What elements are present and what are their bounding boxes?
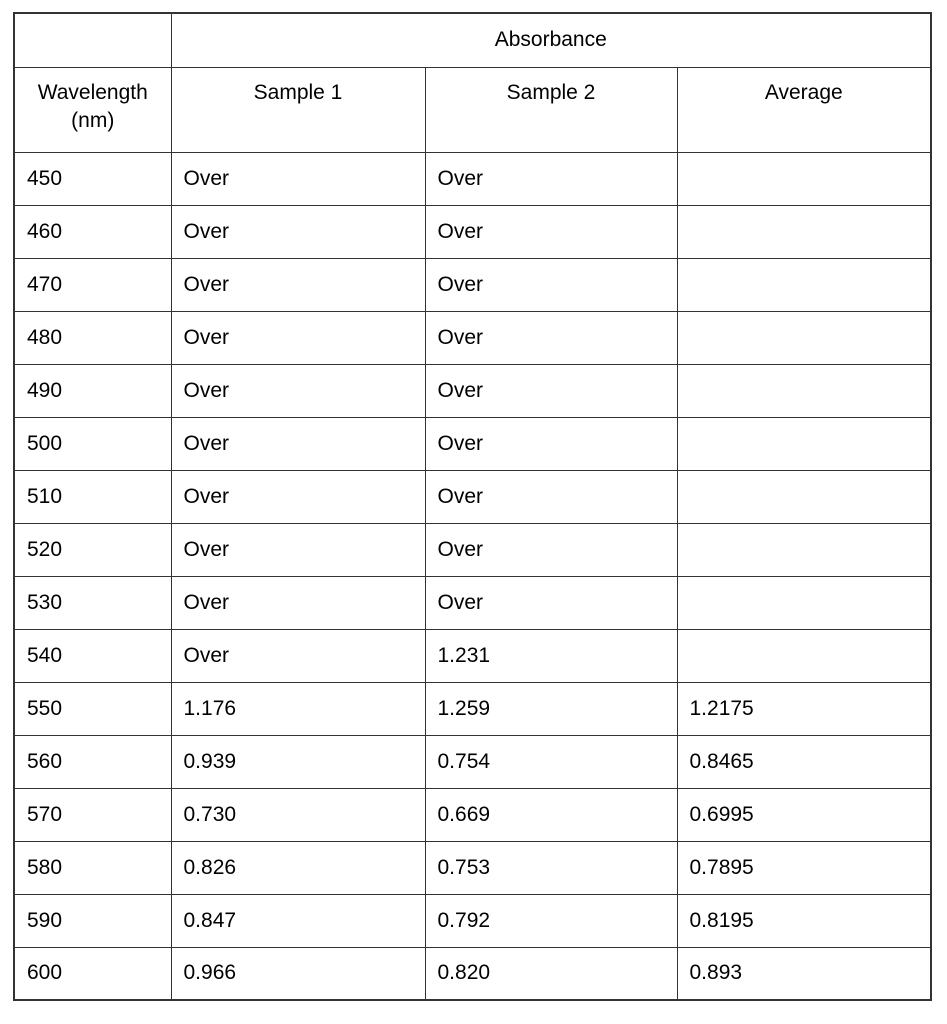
table-row xyxy=(14,470,931,523)
table-row xyxy=(14,947,931,1000)
wavelength-cell: 600 xyxy=(14,947,171,1000)
table-row xyxy=(14,682,931,735)
average-cell xyxy=(677,470,931,523)
sample1-cell: Over xyxy=(171,576,425,629)
group-header-row xyxy=(14,13,931,67)
table-row xyxy=(14,735,931,788)
average-cell: 0.6995 xyxy=(677,788,931,841)
wavelength-cell: 480 xyxy=(14,311,171,364)
sample1-cell: Over xyxy=(171,364,425,417)
sample1-cell: 0.847 xyxy=(171,894,425,947)
sample2-cell: Over xyxy=(425,523,677,576)
sample2-cell: Over xyxy=(425,205,677,258)
sample2-cell: Over xyxy=(425,417,677,470)
sample2-cell: Over xyxy=(425,258,677,311)
wavelength-cell: 470 xyxy=(14,258,171,311)
average-cell xyxy=(677,629,931,682)
table-row xyxy=(14,152,931,205)
column-header-wavelength xyxy=(14,67,171,152)
sample1-cell: Over xyxy=(171,629,425,682)
sample1-cell: Over xyxy=(171,311,425,364)
wavelength-cell: 550 xyxy=(14,682,171,735)
column-header-sample2: Sample 2 xyxy=(425,67,677,152)
table-row xyxy=(14,788,931,841)
sample2-cell: 0.753 xyxy=(425,841,677,894)
column-header-average: Average xyxy=(677,67,931,152)
sample2-cell: 1.259 xyxy=(425,682,677,735)
sample2-cell: 0.792 xyxy=(425,894,677,947)
sample1-cell: Over xyxy=(171,417,425,470)
table-row xyxy=(14,417,931,470)
table-header xyxy=(14,13,931,152)
table-row xyxy=(14,629,931,682)
average-cell xyxy=(677,576,931,629)
wavelength-cell: 580 xyxy=(14,841,171,894)
sample2-cell: Over xyxy=(425,152,677,205)
average-cell: 0.8465 xyxy=(677,735,931,788)
column-header-row xyxy=(14,67,931,152)
wavelength-cell: 520 xyxy=(14,523,171,576)
sample1-cell: Over xyxy=(171,470,425,523)
sample2-cell: Over xyxy=(425,576,677,629)
average-cell xyxy=(677,417,931,470)
sample1-cell: Over xyxy=(171,152,425,205)
corner-empty-cell xyxy=(14,13,171,67)
sample1-cell: 0.826 xyxy=(171,841,425,894)
wavelength-cell: 510 xyxy=(14,470,171,523)
sample2-cell: Over xyxy=(425,311,677,364)
table-row xyxy=(14,576,931,629)
average-cell: 0.7895 xyxy=(677,841,931,894)
wavelength-cell: 590 xyxy=(14,894,171,947)
table-row xyxy=(14,894,931,947)
average-cell xyxy=(677,523,931,576)
average-cell: 0.8195 xyxy=(677,894,931,947)
sample2-cell: 0.820 xyxy=(425,947,677,1000)
average-cell xyxy=(677,258,931,311)
wavelength-header-line2: (nm) xyxy=(71,108,115,132)
column-header-sample1: Sample 1 xyxy=(171,67,425,152)
table-row xyxy=(14,841,931,894)
sample2-cell: Over xyxy=(425,470,677,523)
table-row xyxy=(14,258,931,311)
wavelength-cell: 570 xyxy=(14,788,171,841)
wavelength-cell: 490 xyxy=(14,364,171,417)
absorbance-table xyxy=(13,12,932,1001)
sample2-cell: 0.669 xyxy=(425,788,677,841)
wavelength-cell: 460 xyxy=(14,205,171,258)
sample2-cell: 1.231 xyxy=(425,629,677,682)
table-row xyxy=(14,205,931,258)
table-row xyxy=(14,311,931,364)
sample1-cell: Over xyxy=(171,523,425,576)
sample1-cell: 0.730 xyxy=(171,788,425,841)
sample1-cell: 0.966 xyxy=(171,947,425,1000)
average-cell: 1.2175 xyxy=(677,682,931,735)
table-body xyxy=(14,152,931,1000)
average-cell xyxy=(677,205,931,258)
sample1-cell: Over xyxy=(171,258,425,311)
wavelength-cell: 540 xyxy=(14,629,171,682)
sample2-cell: 0.754 xyxy=(425,735,677,788)
sample1-cell: Over xyxy=(171,205,425,258)
wavelength-cell: 450 xyxy=(14,152,171,205)
wavelength-cell: 560 xyxy=(14,735,171,788)
wavelength-cell: 500 xyxy=(14,417,171,470)
sample1-cell: 0.939 xyxy=(171,735,425,788)
sample1-cell: 1.176 xyxy=(171,682,425,735)
average-cell xyxy=(677,152,931,205)
average-cell xyxy=(677,364,931,417)
average-cell xyxy=(677,311,931,364)
average-cell: 0.893 xyxy=(677,947,931,1000)
absorbance-group-header: Absorbance xyxy=(171,13,931,67)
table-row xyxy=(14,523,931,576)
sample2-cell: Over xyxy=(425,364,677,417)
wavelength-cell: 530 xyxy=(14,576,171,629)
wavelength-header-line1: Wavelength xyxy=(37,80,148,104)
table-row xyxy=(14,364,931,417)
